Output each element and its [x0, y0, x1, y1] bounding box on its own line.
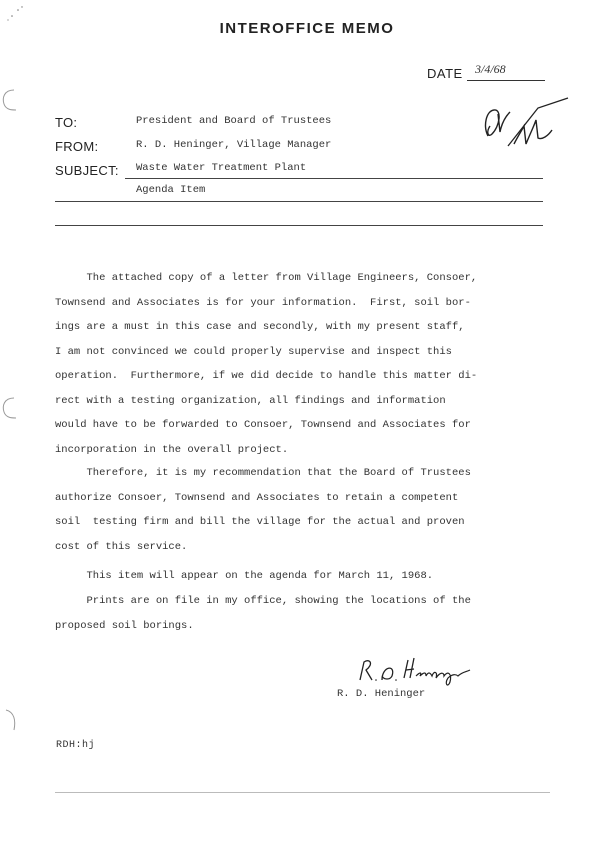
body-line: cost of this service.	[55, 540, 188, 553]
body-line: authorize Consoer, Townsend and Associates to retain a competent	[55, 491, 459, 504]
subject-line-2: Agenda Item	[136, 184, 206, 196]
memo-title: INTEROFFICE MEMO	[219, 20, 395, 37]
paragraph-3	[55, 564, 555, 589]
subject-rule-3	[55, 225, 543, 226]
date-label: DATE	[427, 66, 463, 81]
subject-rule-2	[55, 201, 543, 202]
paragraph-2	[55, 461, 555, 559]
body-line: I am not convinced we could properly supervise and inspect this	[55, 345, 452, 358]
body-line: Therefore, it is my recommendation that the Board of Trustees	[55, 467, 471, 479]
binder-hole-top	[0, 88, 20, 112]
from-label: FROM:	[55, 139, 99, 154]
binder-hole-middle	[0, 396, 20, 420]
body-line: ings are a must in this case and secondly, with my present staff,	[55, 321, 465, 333]
from-value: R. D. Heninger, Village Manager	[136, 139, 332, 151]
body-line: incorporation in the overall project.	[55, 443, 289, 456]
body-line: operation. Furthermore, if we did decide to handle this matter di-	[55, 370, 478, 382]
paragraph-1	[55, 266, 555, 462]
binder-hole-bottom	[0, 708, 20, 732]
body-line: Prints are on file in my office, showing the locations of the	[55, 595, 471, 607]
date-value: 3/4/68	[475, 62, 506, 76]
approval-initials-mark	[478, 96, 578, 156]
body-line: This item will appear on the agenda for March 11, 1968.	[55, 570, 434, 582]
page-bottom-edge	[55, 792, 550, 793]
body-line: The attached copy of a letter from Village Engineers, Consoer,	[55, 272, 478, 284]
to-value: President and Board of Trustees	[136, 115, 332, 127]
body-line: proposed soil borings.	[55, 619, 194, 632]
body-line: would have to be forwarded to Consoer, Townsend and Associates for	[55, 419, 471, 431]
subject-line-1: Waste Water Treatment Plant	[136, 162, 307, 174]
date-underline	[467, 80, 545, 81]
corner-speck	[4, 4, 26, 26]
typed-signature-name: R. D. Heninger	[337, 688, 426, 700]
subject-rule-1	[125, 178, 543, 179]
typist-initials: RDH:hj	[56, 740, 96, 751]
subject-label: SUBJECT:	[55, 163, 119, 178]
body-line: Townsend and Associates is for your information. First, soil bor-	[55, 296, 471, 309]
body-line: rect with a testing organization, all findings and information	[55, 394, 446, 407]
handwritten-signature	[356, 654, 476, 690]
paragraph-4	[55, 589, 555, 638]
to-label: TO:	[55, 115, 78, 130]
body-line: soil testing firm and bill the village for the actual and proven	[55, 516, 465, 528]
